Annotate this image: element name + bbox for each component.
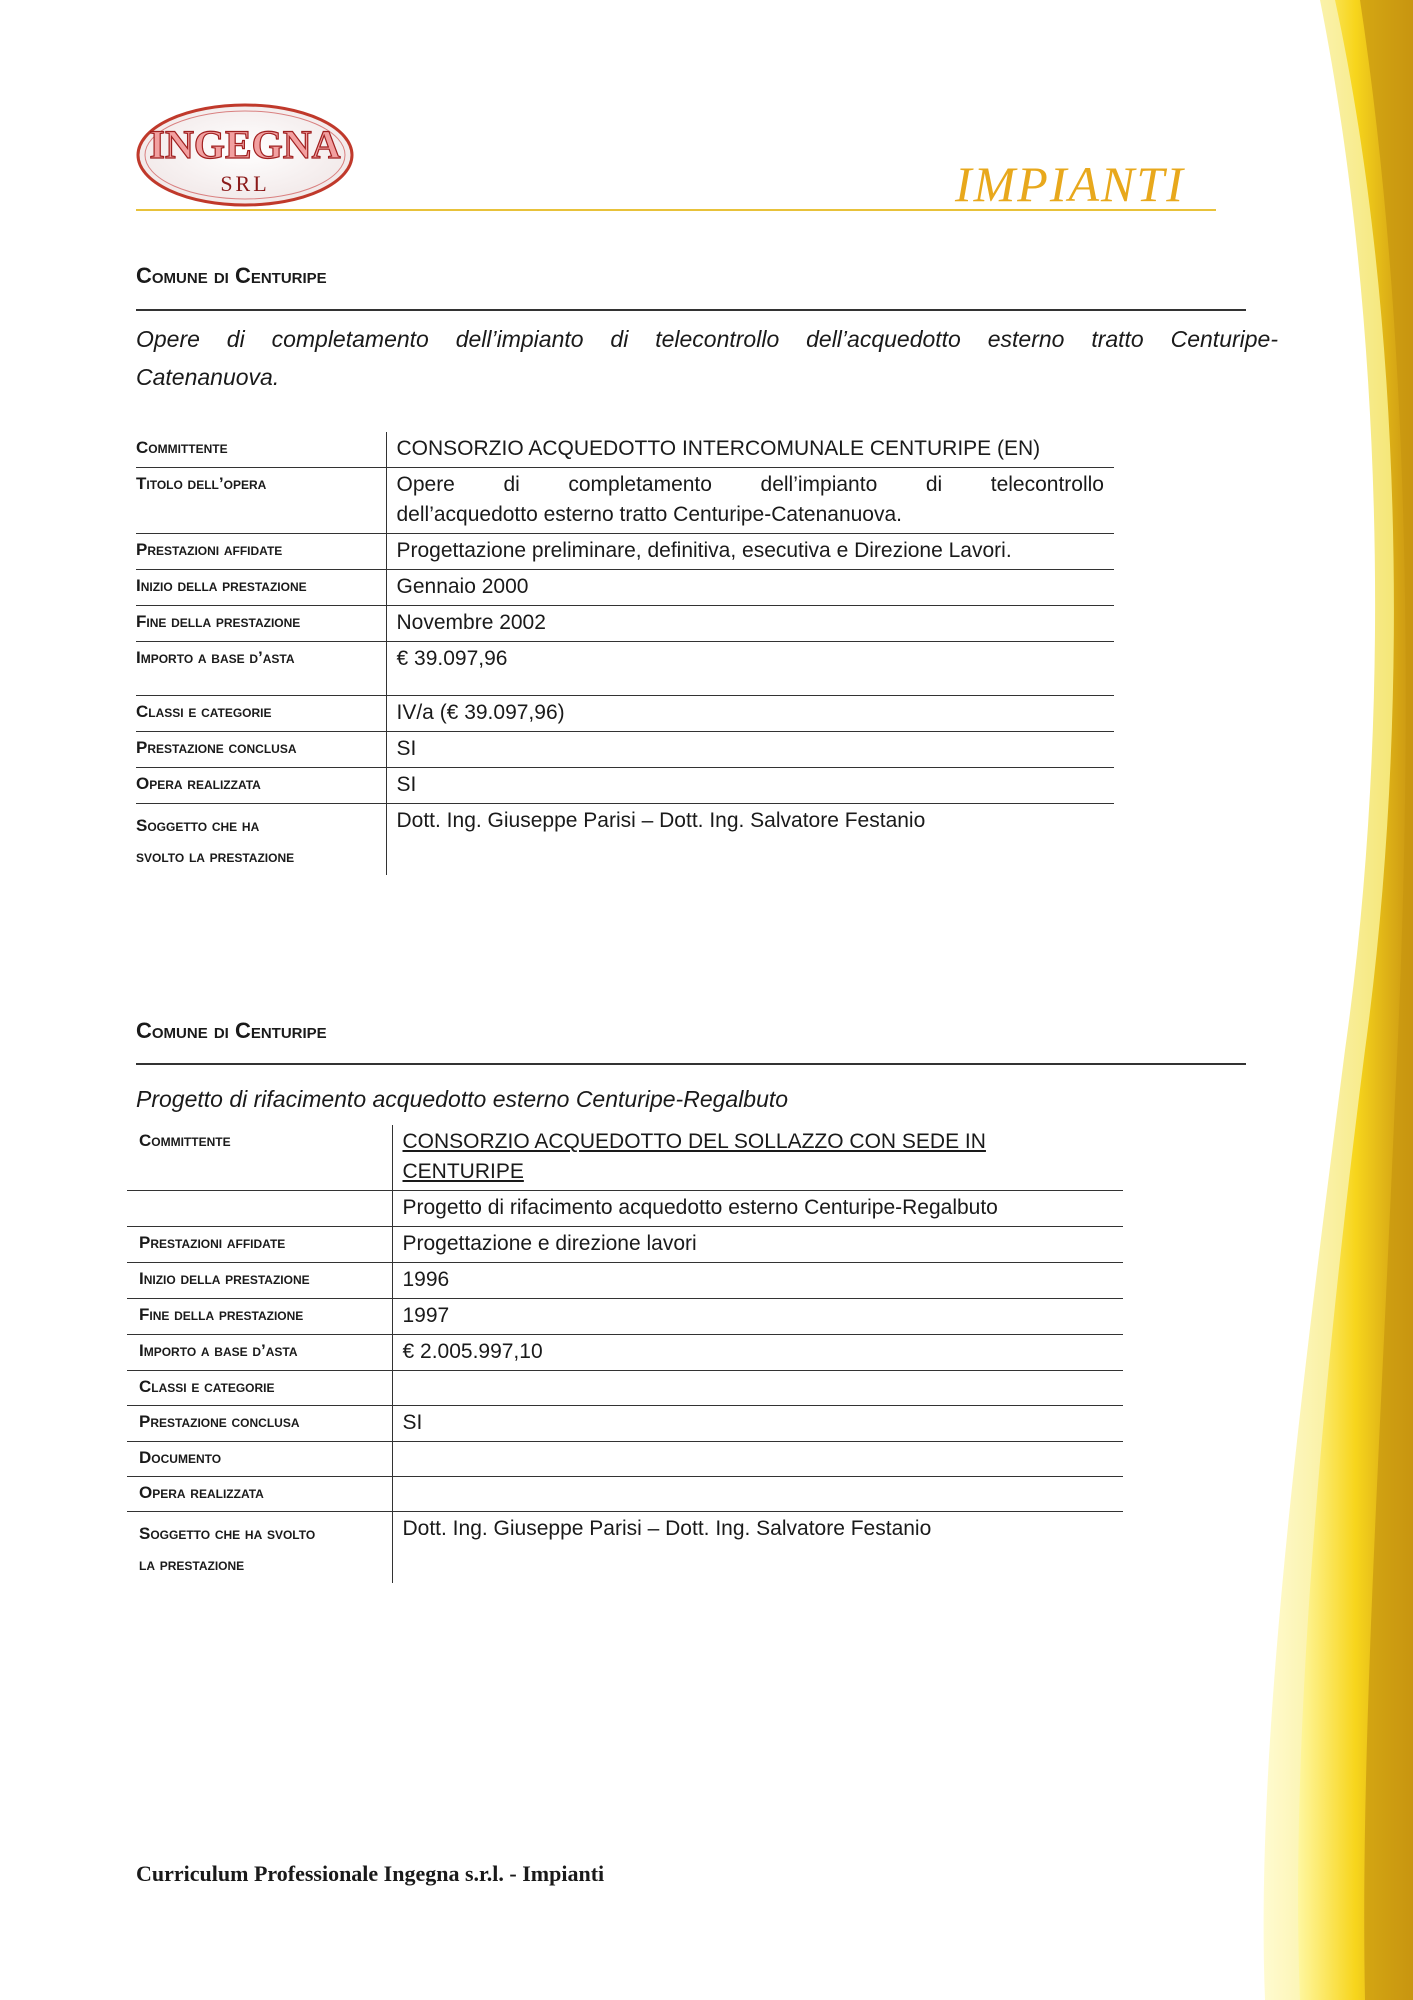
- table-row: Titolo dell’opera Opere di completamento dell’impianto di telecontrollo dell’acquedotto esterno tratto Centuripe-Catenanuova.: [136, 468, 1114, 534]
- page-footer: Curriculum Professionale Ingegna s.r.l. - Impianti: [136, 1861, 605, 1886]
- table-row: Soggetto che ha svolto la prestazione Dott. Ing. Giuseppe Parisi – Dott. Ing. Salvatore Festanio: [127, 1512, 1123, 1584]
- category-title: IMPIANTI: [955, 156, 1185, 212]
- table-row: Importo a base d’asta € 39.097,96: [136, 642, 1114, 696]
- table-row: Documento: [127, 1442, 1123, 1477]
- section-2-title: Comune di Centuripe: [136, 1018, 327, 1043]
- table-row: Prestazione conclusa SI: [136, 732, 1114, 768]
- section-1-rule: [136, 309, 1246, 311]
- logo-text-ingegna: INGEGNA: [149, 122, 341, 167]
- table-row: Fine della prestazione Novembre 2002: [136, 606, 1114, 642]
- table-row: Committente CONSORZIO ACQUEDOTTO INTERCOMUNALE CENTURIPE (EN): [136, 432, 1114, 468]
- table-row: Inizio della prestazione 1996: [127, 1263, 1123, 1299]
- table-row: Classi e categorie IV/a (€ 39.097,96): [136, 696, 1114, 732]
- section-1-table: [136, 432, 1114, 875]
- section-2-subtitle: Progetto di rifacimento acquedotto esterno Centuripe-Regalbuto: [136, 1086, 789, 1112]
- section-2-rule: [136, 1063, 1246, 1065]
- section-1-subtitle: Opere di completamento dell’impianto di telecontrollo dell’acquedotto esterno tratto Centuripe- Catenanuova.: [136, 326, 1278, 390]
- table-row: Prestazioni affidate Progettazione e direzione lavori: [127, 1227, 1123, 1263]
- table-row: Inizio della prestazione Gennaio 2000: [136, 570, 1114, 606]
- ingegna-logo: [134, 100, 356, 210]
- table-row: Committente CONSORZIO ACQUEDOTTO DEL SOLLAZZO CON SEDE IN CENTURIPE: [127, 1125, 1123, 1191]
- table-row: Prestazione conclusa SI: [127, 1406, 1123, 1442]
- table-row: Classi e categorie: [127, 1371, 1123, 1406]
- logo-text-srl: SRL: [220, 171, 270, 196]
- table-row: Fine della prestazione 1997: [127, 1299, 1123, 1335]
- table-row: Importo a base d’asta € 2.005.997,10: [127, 1335, 1123, 1371]
- table-row: Prestazioni affidate Progettazione preliminare, definitiva, esecutiva e Direzione Lavori.: [136, 534, 1114, 570]
- section-1-title: Comune di Centuripe: [136, 263, 327, 288]
- table-row: Progetto di rifacimento acquedotto esterno Centuripe-Regalbuto: [127, 1191, 1123, 1227]
- section-2-table: [127, 1125, 1123, 1583]
- table-row: Opera realizzata SI: [136, 768, 1114, 804]
- table-row: Soggetto che ha svolto la prestazione Dott. Ing. Giuseppe Parisi – Dott. Ing. Salvatore Festanio: [136, 804, 1114, 876]
- table-row: Opera realizzata: [127, 1477, 1123, 1512]
